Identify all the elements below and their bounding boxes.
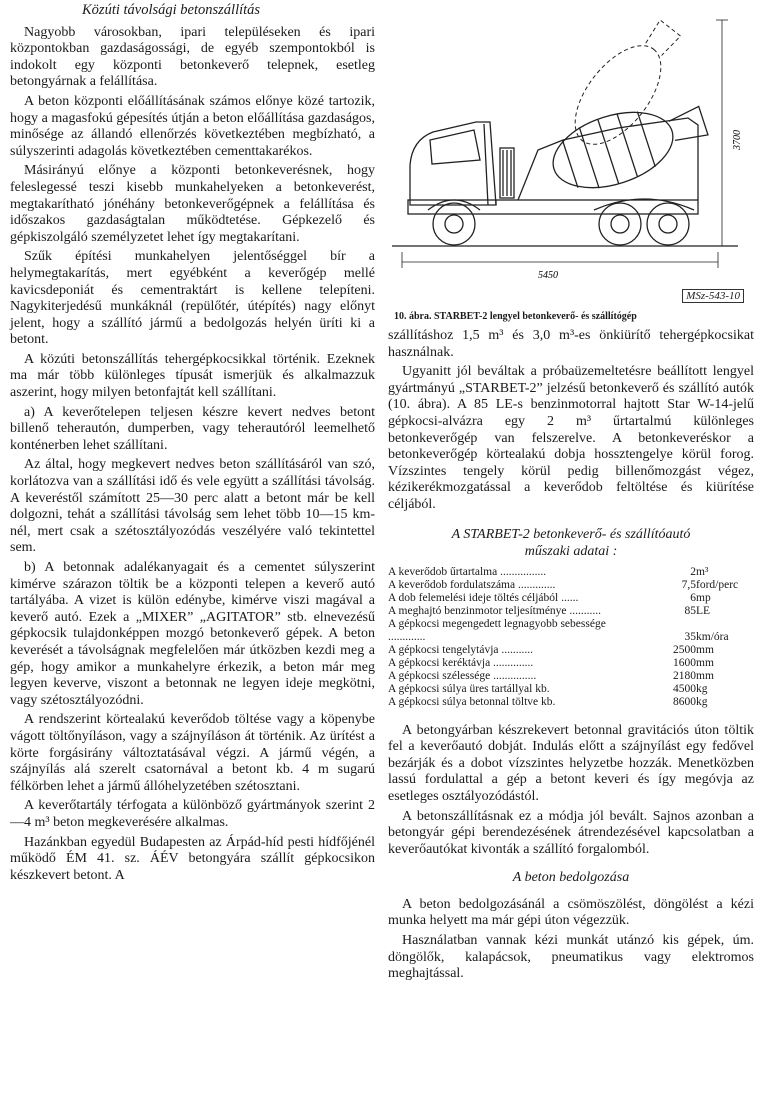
spec-unit: LE bbox=[696, 604, 711, 617]
paragraph: Használatban vannak kézi munkát utánzó kis gépek, úm. döngölők, kalapácsok, pneumatikus vagy elektromos meghajtással. bbox=[388, 933, 754, 982]
spec-value: 1600 bbox=[673, 656, 696, 669]
spec-row bbox=[388, 670, 754, 683]
paragraph: Hazánkban egyedül Budapesten az Árpád-híd pesti hídfőjénél működő ÉM 41. sz. ÁÉV betongyára szállít gépkocsikon készkevert betont. A bbox=[10, 834, 375, 883]
spec-label: A gépkocsi súlya üres tartállyal kb. bbox=[388, 682, 550, 695]
dim-length-label: 5450 bbox=[538, 270, 558, 281]
spec-label: A keverődob űrtartalma ................ bbox=[388, 565, 547, 578]
spec-unit: mp bbox=[696, 591, 711, 604]
spec-value: 8600 bbox=[673, 695, 696, 708]
spec-row bbox=[388, 566, 754, 579]
spec-value: 2 bbox=[690, 565, 696, 578]
spec-unit: mm bbox=[696, 656, 714, 669]
spec-row bbox=[388, 605, 754, 618]
spec-unit: kg bbox=[696, 695, 708, 708]
spec-value: 35 bbox=[684, 630, 696, 643]
spec-row bbox=[388, 657, 754, 670]
spec-value: 2180 bbox=[673, 669, 696, 682]
paragraph: szállításhoz 1,5 m³ és 3,0 m³-es önkiürítő tehergépkocsikat használnak. bbox=[388, 328, 754, 360]
spec-label: A gépkocsi keréktávja .............. bbox=[388, 656, 534, 669]
subheading: A beton bedolgozása bbox=[512, 870, 630, 886]
spec-label: A gépkocsi tengelytávja ........... bbox=[388, 643, 533, 656]
spec-row bbox=[388, 683, 754, 696]
spec-row bbox=[388, 618, 754, 644]
paragraph: A rendszerint körtealakú keverődob töltése vagy a köpenybe vágott töltőnyíláson, vagy a szájnyíláson át történik. Az ürítést a körte forgásirány változtatásával végzi. A jármű végén, a szájnyílás alá szerelt csatornával a betont kb. 4 m sugarú félkörben lehet a jármű állóhelyzetében szétosztani. bbox=[10, 712, 375, 794]
spec-value: 2500 bbox=[673, 643, 696, 656]
spec-value: 7,5 bbox=[681, 578, 696, 591]
spec-title bbox=[388, 526, 754, 560]
figure-stamp: MSz-543-10 bbox=[682, 289, 744, 303]
paragraph: A beton bedolgozásánál a csömöszölést, döngölést a kézi munka helyett ma már gépi úton végezzük. bbox=[388, 896, 754, 929]
right-column bbox=[388, 0, 754, 983]
paragraph: A beton központi előállításának számos előnye közé tartozik, hogy a magasfokú gépesítés útján a beton előállítása gazdaságos, minősége az állandó ellenőrzés következtében megbízható, a súlyszerinti adagolás következtében cementtakarékos. bbox=[10, 93, 375, 159]
paragraph: Másirányú előnye a központi betonkeverésnek, hogy feleslegessé teszi kisebb munkahelyeken a betonkeverést, megtakarítható jónéhány betonkeverőgépnek a felállítása és időszakos gazdaságtalan működtetése. Gépkezelő és gépkiszolgáló személyzetet lehet így megtakarítani. bbox=[10, 163, 375, 245]
spec-unit: mm bbox=[696, 643, 714, 656]
paragraph: A közúti betonszállítás tehergépkocsikkal történik. Ezeknek ma már több különleges típusát ismerjük és alkalmazzuk aszerint, hogy milyen betonfajtát kell szállítani. bbox=[10, 351, 375, 401]
spec-label: A gépkocsi megengedett legnagyobb sebessége ............. bbox=[388, 617, 606, 643]
spec-label: A keverődob fordulatszáma ............. bbox=[388, 578, 556, 591]
paragraph: A betongyárban készrekevert betonnal gravitációs úton töltik fel a keverőautó dobját. Indulás előtt a szájnyílást egy fedővel bezárják és a dobot vízszintes helyzetbe hozzák. Menetközben lassú fordulattal a gép a betont keveri és így megóvja az esetleges osztályozódástól. bbox=[388, 722, 754, 804]
spec-row bbox=[388, 579, 754, 592]
figure-truck bbox=[388, 0, 754, 328]
spec-unit: mm bbox=[696, 669, 714, 682]
spec-unit: kg bbox=[696, 682, 708, 695]
paragraph: Ugyanitt jól beváltak a próbaüzemeltetésre beállított lengyel gyártmányú „STARBET-2” jelzésű betonkeverő és szállító autók (10. ábra). A 85 LE-s benzinmotorral hajtott Star W-14-jelű gépkocsi-alvázra egy 2 m³ űrtartalmú különleges betonkeverőgép van felszerelve. A betonkeveréskor a betonkeverőgép körtealakú dobja hossztengelye körül forog. Vízszintes tengely körül pedig billenőmozgást végez, kézikerékmozgatással a keverődob feltöltése és kiürítése céljából. bbox=[388, 364, 754, 512]
spec-label: A meghajtó benzinmotor teljesítménye ........... bbox=[388, 604, 602, 617]
spec-title-line: műszaki adatai : bbox=[524, 543, 618, 559]
spec-unit: km/óra bbox=[696, 630, 729, 643]
paragraph: Nagyobb városokban, ipari településeken és ipari központokban gazdaságossági, de egyéb szempontokból is indokolt egy központi betonkeverő telepnek, esetleg betongyárnak a felállítása. bbox=[10, 24, 375, 90]
spec-table bbox=[388, 566, 754, 709]
dim-height-label: 3700 bbox=[732, 130, 743, 150]
spec-title-line: A STARBET-2 betonkeverő- és szállítóautó bbox=[451, 526, 691, 542]
section-title: Közúti távolsági betonszállítás bbox=[82, 2, 261, 18]
paragraph: Az által, hogy megkevert nedves beton szállításáról van szó, korlátozva van a szállítási idő és vele együtt a szállítási távolság. A keveréstől számított 25—30 perc alatt a betont már be kell dolgozni, tehát a szállítási távolság sem lehet több 10—15 km-nél, mert csak a szétosztályozódás veszélyére való tekintettel sem. bbox=[10, 457, 375, 556]
spec-unit: m³ bbox=[696, 565, 709, 578]
spec-value: 6 bbox=[690, 591, 696, 604]
left-column bbox=[10, 0, 375, 884]
paragraph: b) A betonnak adalékanyagait és a cementet súlyszerint kimérve szárazon töltik be a központi telepen a keverő autó tartályába. A vizet is külön edénybe, kimérve viszi magával a keverő autó. Ezek a „MIXER” „AGITATOR” stb. elnevezésű gépkocsik tulajdonképpen mozgó betonkeverő gépek. A beton keverését a távolságnak megfelelően már útközben kezdi meg a gép, hogy amikor a munkahelyre érkezik, a beton már meg legyen keverve, viszont a betonnak ne legyen ideje megkötni, vagy szétosztályozódni. bbox=[10, 560, 375, 708]
paragraph: A betonszállításnak ez a módja jól bevált. Sajnos azonban a betongyár gépi berendezésének átrendezésével kapcsolatban a keverőautókat kivonták a szállító forgalomból. bbox=[388, 808, 754, 857]
paragraph: Szűk építési munkahelyen jelentőséggel bír a helymegtakarítás, mert egyébként a keverőgép mellé kavicsdeponiát és cementraktárt is kellene telepíteni. Nagykiterjedésű munkáknál (repülőtér, útépítés) nagy előnyt jelent, hogy a szállító jármű a bedolgozás helyén üríti ki a betont. bbox=[10, 249, 375, 348]
spec-label: A gépkocsi szélessége ............... bbox=[388, 669, 537, 682]
spec-value: 85 bbox=[684, 604, 696, 617]
spec-value: 4500 bbox=[673, 682, 696, 695]
paragraph: A keverőtartály térfogata a különböző gyártmányok szerint 2—4 m³ beton megkeverésére alkalmas. bbox=[10, 798, 375, 830]
truck-drawing bbox=[388, 0, 754, 310]
spec-label: A gépkocsi súlya betonnal töltve kb. bbox=[388, 695, 556, 708]
spec-row bbox=[388, 644, 754, 657]
figure-caption: 10. ábra. STARBET-2 lengyel betonkeverő- és szállítógép bbox=[394, 311, 637, 322]
spec-unit: ford/perc bbox=[696, 578, 739, 591]
spec-row bbox=[388, 696, 754, 709]
paragraph: a) A keverőtelepen teljesen készre kevert nedves betont billenő teherautón, dumperben, vagy teherautóról leemelhető konténerben lehet szállítani. bbox=[10, 404, 375, 453]
spec-row bbox=[388, 592, 754, 605]
spec-label: A dob felemelési ideje töltés céljából ...... bbox=[388, 591, 579, 604]
